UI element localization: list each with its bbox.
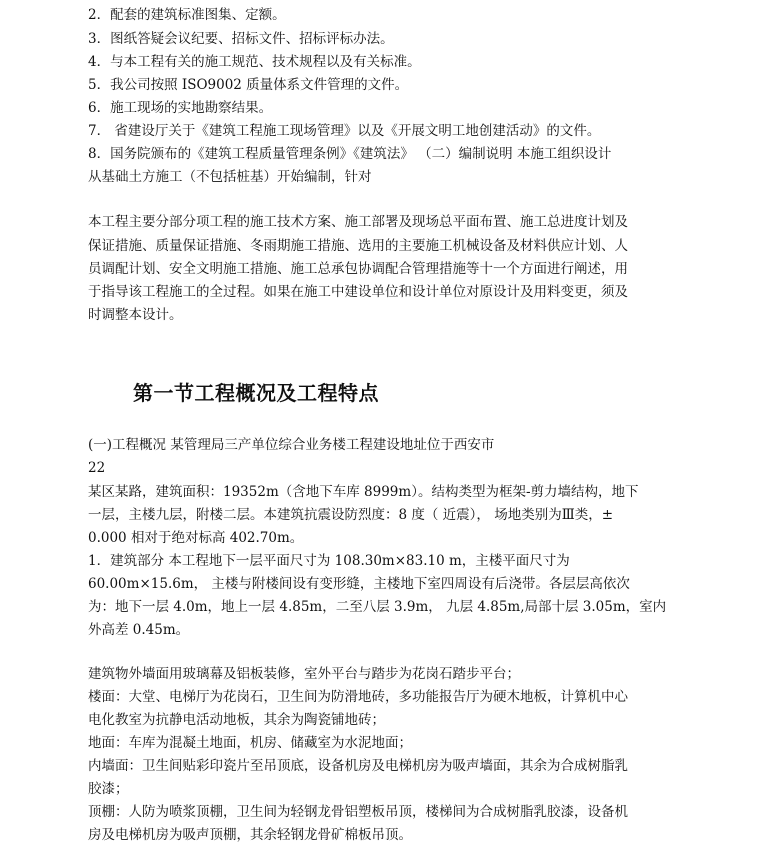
- paragraph-line: 一层，主楼九层，附楼二层。本建筑抗震设防烈度：8 度（ 近震）， 场地类别为Ⅲ类，±: [88, 507, 614, 523]
- paragraph-line: 0.000 相对于绝对标高 402.70m。: [88, 530, 304, 546]
- paragraph-line: 为：地下一层 4.0m，地上一层 4.85m，二至八层 3.9m， 九层 4.85m,局部十层 3.05m，室内: [88, 599, 667, 615]
- paragraph-line: 60.00m×15.6m， 主楼与附楼间设有变形缝，主楼地下室四周设有后浇带。各层层高依次: [88, 576, 630, 592]
- paragraph-line: 建筑物外墙面用玻璃幕及铝板装修，室外平台与踏步为花岗石踏步平台；: [88, 666, 520, 682]
- paragraph-line: 22: [88, 460, 106, 476]
- paragraph-line: 时调整本设计。: [88, 307, 183, 323]
- list-item: 从基础土方施工（不包括桩基）开始编制，针对: [88, 169, 372, 185]
- paragraph-line: 房及电梯机房为吸声顶棚，其余轻钢龙骨矿棉板吊顶。: [88, 827, 412, 843]
- paragraph-line: 外高差 0.45m。: [88, 622, 190, 638]
- paragraph-line: 本工程主要分部分项工程的施工技术方案、施工部署及现场总平面布置、施工总进度计划及: [88, 214, 628, 230]
- paragraph-line: 地面：车库为混凝土地面，机房、储藏室为水泥地面；: [88, 735, 412, 751]
- paragraph-line: 保证措施、质量保证措施、冬雨期施工措施、选用的主要施工机械设备及材料供应计划、人: [88, 238, 628, 254]
- list-item: 2．配套的建筑标准图集、定额。: [88, 7, 286, 23]
- list-item: 3．图纸答疑会议纪要、招标文件、招标评标办法。: [88, 31, 394, 47]
- paragraph-line: 胶漆；: [88, 781, 129, 797]
- paragraph-line: 内墙面：卫生间贴彩印瓷片至吊顶底，设备机房及电梯机房为吸声墙面，其余为合成树脂乳: [88, 758, 628, 774]
- paragraph-line: 顶棚：人防为喷浆顶棚，卫生间为轻钢龙骨铝塑板吊顶，楼梯间为合成树脂乳胶漆，设备机: [88, 804, 628, 820]
- paragraph-line: 员调配计划、安全文明施工措施、施工总承包协调配合管理措施等十一个方面进行阐述，用: [88, 261, 628, 277]
- list-item: 6．施工现场的实地勘察结果。: [88, 100, 273, 116]
- paragraph-line: 电化教室为抗静电活动地板，其余为陶瓷铺地砖；: [88, 712, 385, 728]
- list-item: 8．国务院颁布的《建筑工程质量管理条例》《建筑法》 （二）编制说明 本施工组织设计: [88, 146, 612, 162]
- list-item: 7． 省建设厅关于《建筑工程施工现场管理》以及《开展文明工地创建活动》的文件。: [88, 123, 601, 139]
- list-item: 4．与本工程有关的施工规范、技术规程以及有关标准。: [88, 54, 421, 70]
- paragraph-line: (一)工程概况 某管理局三产单位综合业务楼工程建设地址位于西安市: [88, 437, 495, 453]
- paragraph-line: 于指导该工程施工的全过程。如果在施工中建设单位和设计单位对原设计及用料变更，须及: [88, 284, 628, 300]
- list-item: 5．我公司按照 ISO9002 质量体系文件管理的文件。: [88, 77, 409, 93]
- paragraph-line: 1．建筑部分 本工程地下一层平面尺寸为 108.30m×83.10 m，主楼平面尺寸为: [88, 553, 570, 569]
- paragraph-line: 楼面：大堂、电梯厅为花岗石，卫生间为防滑地砖，多功能报告厅为硬木地板，计算机中心: [88, 689, 628, 705]
- paragraph-line: 某区某路，建筑面积：19352m（含地下车库 8999m）。结构类型为框架-剪力墙结构，地下: [88, 484, 639, 500]
- section-heading: 第一节工程概况及工程特点: [133, 381, 379, 405]
